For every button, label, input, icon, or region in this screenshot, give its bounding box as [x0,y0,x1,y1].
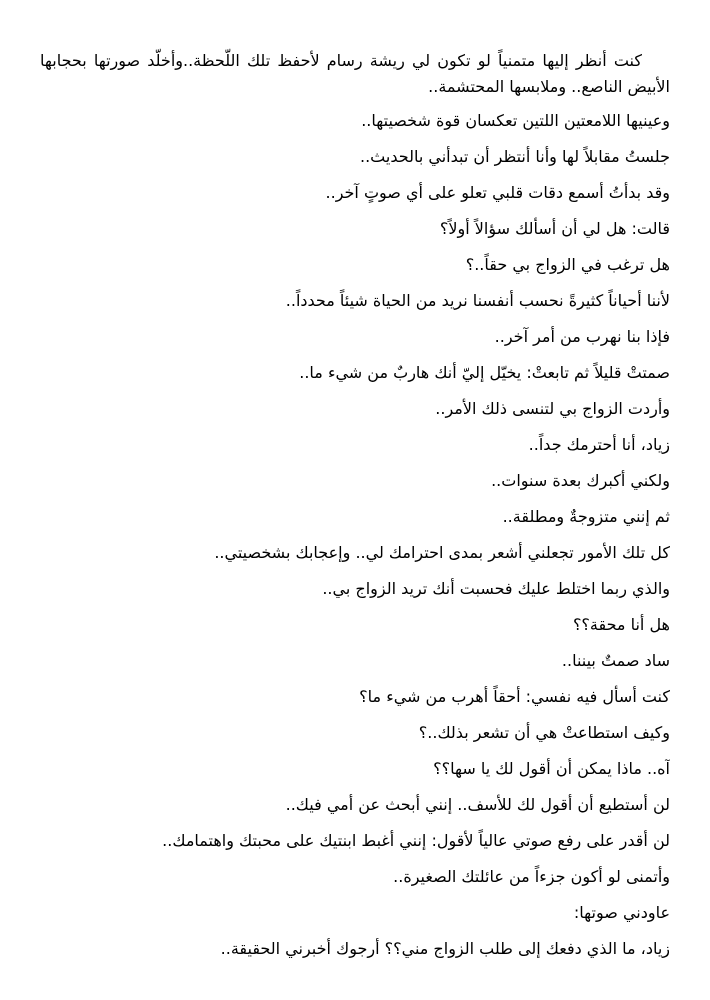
text-line-7: هل ترغب في الزواج بي حقاً..؟ [465,255,670,274]
text-line-25: عاودني صوتها: [573,903,670,922]
text-line-9: فإذا بنا نهرب من أمر آخر.. [494,327,670,346]
text-line-2: الأبيض الناصع.. وملابسها المحتشمة.. [428,77,670,96]
text-line-4: جلستُ مقابلاً لها وأنا أنتظر أن تبدأني بالحديث.. [360,147,670,166]
text-line-10: صمتتْ قليلاً ثم تابعتْ: يخيّل إليّ أنك هاربٌ من شيء ما.. [299,363,670,382]
text-line-21: آه.. ماذا يمكن أن أقول لك يا سها؟؟ [433,759,670,778]
text-line-24: وأتمنى لو أكون جزءاً من عائلتك الصغيرة.. [393,867,670,886]
text-line-20: وكيف استطاعتْ هي أن تشعر بذلك..؟ [418,723,670,742]
text-line-18: ساد صمتٌ بيننا.. [561,651,670,670]
text-line-26: زياد، ما الذي دفعك إلى طلب الزواج مني؟؟ أرجوك أخبرني الحقيقة.. [220,939,670,958]
text-line-19: كنت أسأل فيه نفسي: أحقاً أهرب من شيء ما؟ [359,687,670,706]
text-line-1: كنت أنظر إليها متمنياً لو تكون لي ريشة رسام لأحفظ تلك اللّحظة..وأخلّد صورتها بحجابها [40,51,642,70]
text-line-6: قالت: هل لي أن أسألك سؤالاً أولاً؟ [439,219,670,238]
text-line-13: ولكني أكبرك بعدة سنوات.. [491,471,670,490]
text-line-15: كل تلك الأمور تجعلني أشعر بمدى احترامك لي.. وإعجابك بشخصيتي.. [214,543,670,562]
text-line-3: وعينيها اللامعتين اللتين تعكسان قوة شخصيتها.. [361,111,670,130]
text-line-17: هل أنا محقة؟؟ [572,615,670,634]
text-line-14: ثم إنني متزوجةٌ ومطلقة.. [502,507,670,526]
text-line-16: والذي ربما اختلط عليك فحسبت أنك تريد الزواج بي.. [322,579,670,598]
text-line-12: زياد، أنا أحترمك جداً.. [528,435,670,454]
text-line-5: وقد بدأتُ أسمع دقات قلبي تعلو على أي صوتٍ آخر.. [325,183,670,202]
text-line-23: لن أقدر على رفع صوتي عالياً لأقول: إنني أغبط ابنتيك على محبتك واهتمامك.. [162,831,670,850]
text-line-22: لن أستطيع أن أقول لك للأسف.. إنني أبحث عن أمي فيك.. [285,795,670,814]
text-line-11: وأردت الزواج بي لتنسى ذلك الأمر.. [435,399,670,418]
text-line-8: لأننا أحياناً كثيرةً نحسب أنفسنا نريد من الحياة شيئاً محدداً.. [285,291,670,310]
